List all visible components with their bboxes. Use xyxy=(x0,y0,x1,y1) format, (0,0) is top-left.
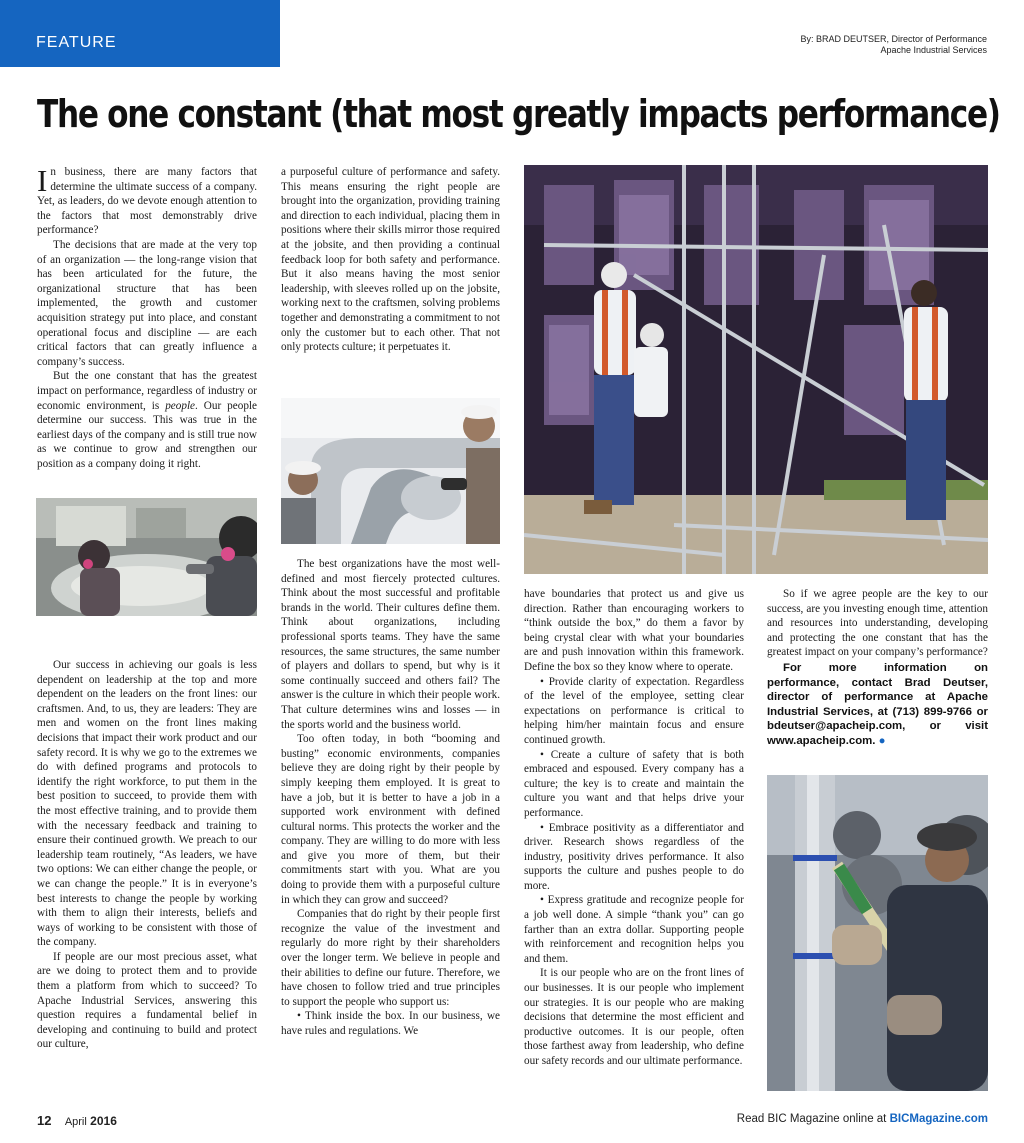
article-bullet: • Express gratitude and recognize people for a job well done. A simple “thank you” can go farther than an extra dollar. Supporting people with reinforcement and recognition helps you and them. xyxy=(524,894,744,965)
article-paragraph: Our success in achieving our goals is less dependent on leadership at the top and more dependent on the leaders on the front lines: our craftsmen. And, to us, they are leaders: They are men and women on the front lines making decisions that impact their work product and our safety record. It is why we go to the extremes we do with defined programs and protocols to identify the right workforce, to put them in the best position to succeed, to provide them with the most effective training, and to provide them with the necessary feedback and training to ensure their continued growth. We preach to our leadership team routinely, “As leaders, we have two options: We can either change the people, or we can change the people.” It is in everyone’s best interests to change the people by working with them to align their interests, beliefs and ways of working to be consistent with those of the company. xyxy=(37,659,257,949)
page-footer-left xyxy=(37,1113,117,1128)
article-column-1-bottom xyxy=(37,658,257,1052)
photo-pipe-inspection-image xyxy=(281,398,500,544)
drop-cap: I xyxy=(37,163,48,198)
article-paragraph: Companies that do right by their people first recognize the value of the investment and regularly do more right by their shareholders over the longer term. We believe in people and their abilities to define our future. Therefore, we have chosen to follow tried and true principles to support the people who support us: xyxy=(281,908,500,1008)
byline-author: By: BRAD DEUTSER, Director of Performance xyxy=(800,34,987,44)
photo-workers-respirators xyxy=(36,498,257,616)
issue-year: 2016 xyxy=(90,1114,117,1128)
photo-scaffolding-workers xyxy=(524,165,988,574)
byline-company: Apache Industrial Services xyxy=(880,45,987,55)
end-mark-icon: ● xyxy=(878,734,886,747)
article-column-1-top xyxy=(37,165,257,471)
section-label: FEATURE xyxy=(36,34,117,51)
article-paragraph: Too often today, in both “booming and busting” economic environments, companies believe they are doing right by their people by simply keeping them employed. It is great to have a job, but it is better to have a job in a supported work environment with defined cultural norms. This protects the worker and the company. They are willing to do more with less and give you more of them, but their commitments start with you. What are you doing to provide them with a purposeful culture in which they can grow and succeed? xyxy=(281,733,500,906)
article-paragraph: If people are our most precious asset, what are we doing to protect them and to provide them a platform from which to succeed? To Apache Industrial Services, answering this question requires a fundamental belief in developing and continuing to build and protect our culture, xyxy=(37,950,257,1051)
article-bullet: • Create a culture of safety that is both embraced and espoused. Every company has a culture; the key is to create and maintain the culture you want and that helps drive your performance. xyxy=(524,748,744,819)
photo-pipe-inspection xyxy=(281,398,500,544)
article-paragraph: In business, there are many factors that determine the ultimate success of a company. Yet, as leaders, do we devote enough attention to the factors that most demonstrably drive performance? xyxy=(37,163,257,237)
photo-worker-sealant-image xyxy=(767,775,988,1091)
contact-text: For more information on performance, contact Brad Deutser, director of performance at Apache Industrial Services, at (713) 899-9766 or bdeutser@apacheip.com, or visit www.apacheip.com. xyxy=(767,661,988,747)
issue-month: April xyxy=(64,1116,87,1128)
article-paragraph: have boundaries that protect us and give us direction. Rather than encouraging workers to “think outside the box,” do them a favor by being crystal clear with what your boundaries are and push innovation within this framework. Define the box so they know where to operate. xyxy=(524,588,744,673)
photo-worker-sealant xyxy=(767,775,988,1091)
website-link[interactable]: BICMagazine.com xyxy=(889,1113,988,1125)
byline xyxy=(667,34,987,56)
article-bullet: • Embrace positivity as a differentiator and driver. Research shows regardless of the industry, positivity drives performance. It also supports the culture and pushes people to do more. xyxy=(524,821,744,892)
article-paragraph: The decisions that are made at the very top of an organization — the long-range vision that has been articulated for the future, the organizational structure that has been implemented, the growth and customer acquisition strategy put into place, and constant operational focus and discipline — are each critical factors that can greatly influence a company’s success. xyxy=(37,238,257,368)
article-column-4 xyxy=(767,587,988,749)
page-number: 12 xyxy=(37,1113,52,1128)
article-paragraph: So if we agree people are the key to our success, are you investing enough time, attention and resources into understanding, developing and protecting the one constant that has the greatest impact on your company’s performance? xyxy=(767,588,988,659)
photo-workers-respirators-image xyxy=(36,498,257,616)
article-column-3 xyxy=(524,587,744,1069)
article-bullet: • Provide clarity of expectation. Regardless of the level of the employee, setting clear expectations on performance is critical to helping him/her maintain focus and ensure continued growth. xyxy=(524,675,744,746)
contact-info xyxy=(767,661,988,749)
page-footer-right xyxy=(737,1113,988,1125)
emphasis-people: people xyxy=(165,399,196,412)
article-paragraph: a purposeful culture of performance and safety. This means ensuring the right people are brought into the organization, providing training and direction to each individual, placing them in positions where their skills mirror those required at the jobsite, and then providing a continual feedback loop for both safety and performance. But it also means having the most senior leadership, with sleeves rolled up on the jobsite, working next to the craftsmen, solving problems together and demonstrating a commitment to not only the customer but to each other. That not only protects culture; it perpetuates it. xyxy=(281,166,500,354)
article-paragraph: But the one constant that has the greatest impact on performance, regardless of industry or economic environment, is people. Our people determine our success. This was true in the earliest days of the company and is still true now as we continue to grow and strengthen our position as a company doing it right. xyxy=(37,370,257,470)
article-column-2-bottom xyxy=(281,557,500,1039)
article-column-2-top xyxy=(281,165,500,355)
article-paragraph: It is our people who are on the front lines of our businesses. It is our people who implement our strategies. It is our people who are making decisions that determine the most efficient and productive outcomes. It is our people, often those farthest away from leadership, who define our safety records and our ultimate performance. xyxy=(524,967,744,1067)
article-bullet: • Think inside the box. In our business, we have rules and regulations. We xyxy=(281,1010,500,1037)
read-online-text: Read BIC Magazine online at xyxy=(736,1113,890,1125)
article-headline: The one constant (that most greatly impacts performance) xyxy=(37,92,1000,136)
article-paragraph: The best organizations have the most well-defined and most fiercely protected cultures. Think about the most successful and profitable brands in the world. Their cultures define them. Think about organizations, including professional sports teams. They have the same resources, the same structures, the same number of players and dollars to spend, but why is it some continually succeed and others fail? The answer is the culture in which their people work. That culture determines wins and losses — in the sports world and the business world. xyxy=(281,558,500,731)
photo-scaffolding-workers-image xyxy=(524,165,988,574)
